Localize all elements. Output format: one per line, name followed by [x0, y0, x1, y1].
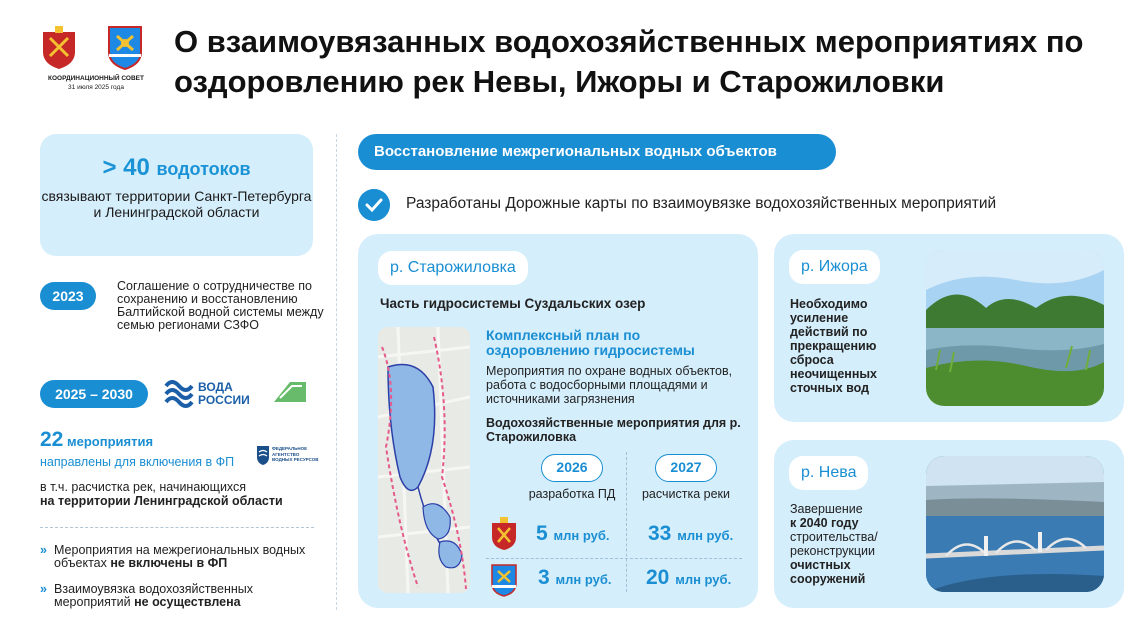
cleaning-note-line1: в т.ч. расчистка рек, начинающихся	[40, 480, 247, 494]
neva-bridge-photo	[926, 456, 1104, 592]
page-title: О взаимоувязанных водохозяйственных мероприятиях по оздоровлению рек Невы, Ижоры и Старожиловки	[174, 24, 1084, 99]
bullet-not-included	[40, 543, 314, 570]
events-sub: направлены для включения в ФП	[40, 455, 235, 469]
voda-logo-line2: РОССИИ	[198, 393, 250, 407]
neva-text	[790, 502, 910, 586]
lo-coat-of-arms-icon	[106, 24, 144, 70]
amount-lo-2027	[646, 566, 731, 590]
cleaning-note	[40, 480, 320, 508]
neva-label: р. Нева	[789, 456, 868, 490]
year-2023-badge: 2023	[40, 282, 96, 310]
neva-text-line4: очистных сооружений	[790, 558, 866, 586]
events-count	[40, 428, 153, 452]
table-horizontal-divider	[486, 558, 742, 559]
amount-value: 20	[646, 566, 670, 589]
bullet2-text: Взаимоувязка водохозяйственных мероприятий	[54, 582, 253, 609]
year-2027-badge: 2027	[655, 454, 717, 482]
events-number: 22	[40, 428, 64, 451]
bullet-not-linked	[40, 582, 314, 609]
amount-value: 5	[536, 522, 548, 545]
amount-lo-2026	[538, 566, 612, 590]
amount-spb-2026	[536, 522, 610, 546]
izhora-text: Необходимо усиление действий по прекращению сброса неочищенных сточных вод	[790, 297, 877, 395]
starozhilovka-label: р. Старожиловка	[378, 251, 528, 285]
fed-agency-text: ФЕДЕРАЛЬНОЕ АГЕНТСТВО ВОДНЫХ РЕСУРСОВ	[272, 446, 319, 462]
cleaning-note-line2: на территории Ленинградской области	[40, 494, 283, 508]
hero-stat	[40, 154, 313, 182]
izhora-label: р. Ижора	[789, 250, 880, 284]
bullet1-bold: не включены в ФП	[110, 556, 228, 570]
amount-unit: млн руб.	[677, 528, 734, 543]
year2-label: расчистка реки	[641, 487, 730, 501]
check-icon	[358, 189, 390, 221]
plan-description: Мероприятия по охране водных объектов, работа с водосборными площадями и источниками загрязнения	[486, 364, 733, 406]
voda-wave-icon	[164, 376, 194, 410]
council-caption	[36, 74, 156, 92]
fed-agency-logo	[256, 444, 322, 472]
amount-unit: млн руб.	[555, 572, 612, 587]
bullet1-text: Мероприятия на межрегиональных водных объектах	[54, 543, 306, 570]
agreement-text: Соглашение о сотрудничестве по сохранению и восстановлению Балтийской водной системы между семью регионами СЗФО	[117, 279, 324, 332]
hero-text: связывают территории Санкт-Петербурга и Ленинградской области	[41, 188, 312, 220]
izhora-photo	[926, 250, 1104, 406]
amount-value: 33	[648, 522, 672, 545]
spb-coat-of-arms-icon	[40, 24, 78, 70]
header-logos	[36, 24, 156, 96]
council-date: 31 июля 2025 года	[68, 84, 124, 91]
left-divider	[40, 527, 314, 528]
year-2026-badge: 2026	[541, 454, 603, 482]
national-project-logo-icon	[270, 378, 310, 408]
amount-spb-2027	[648, 522, 733, 546]
neva-text-line1: Завершение	[790, 502, 863, 516]
section-title: Восстановление межрегиональных водных объектов	[358, 134, 836, 170]
hero-unit: водотоков	[156, 159, 251, 179]
bullet-chevron-icon: »	[40, 582, 47, 596]
voda-rossii-logo	[164, 376, 264, 416]
year1-label: разработка ПД	[528, 487, 616, 501]
lo-crest-icon	[490, 563, 518, 597]
table-vertical-divider	[626, 452, 627, 592]
fed-agency-emblem-icon	[256, 444, 270, 466]
council-name: КООРДИНАЦИОННЫЙ СОВЕТ	[48, 75, 144, 82]
measures-title: Водохозяйственные мероприятия для р. Старожиловка	[486, 416, 741, 444]
events-word: мероприятия	[66, 434, 154, 449]
bullet-chevron-icon: »	[40, 543, 47, 557]
hero-card	[40, 134, 313, 256]
bullet2-bold: не осуществлена	[134, 595, 241, 609]
voda-logo-line1: ВОДА	[198, 380, 233, 394]
hydrosystem-part: Часть гидросистемы Суздальских озер	[380, 296, 646, 311]
amount-unit: млн руб.	[553, 528, 610, 543]
neva-text-line2: к 2040 году	[790, 516, 859, 530]
plan-title: Комплексный план по оздоровлению гидросистемы	[486, 327, 695, 358]
roadmaps-text: Разработаны Дорожные карты по взаимоувязке водохозяйственных мероприятий	[406, 195, 997, 212]
spb-crest-icon	[490, 517, 518, 551]
years-range-badge: 2025 – 2030	[40, 380, 148, 408]
river-map-image	[378, 327, 470, 593]
amount-unit: млн руб.	[675, 572, 732, 587]
column-divider	[336, 134, 337, 610]
hero-value: > 40	[102, 154, 150, 181]
neva-text-line3: строительства/ реконструкции	[790, 530, 878, 558]
amount-value: 3	[538, 566, 550, 589]
